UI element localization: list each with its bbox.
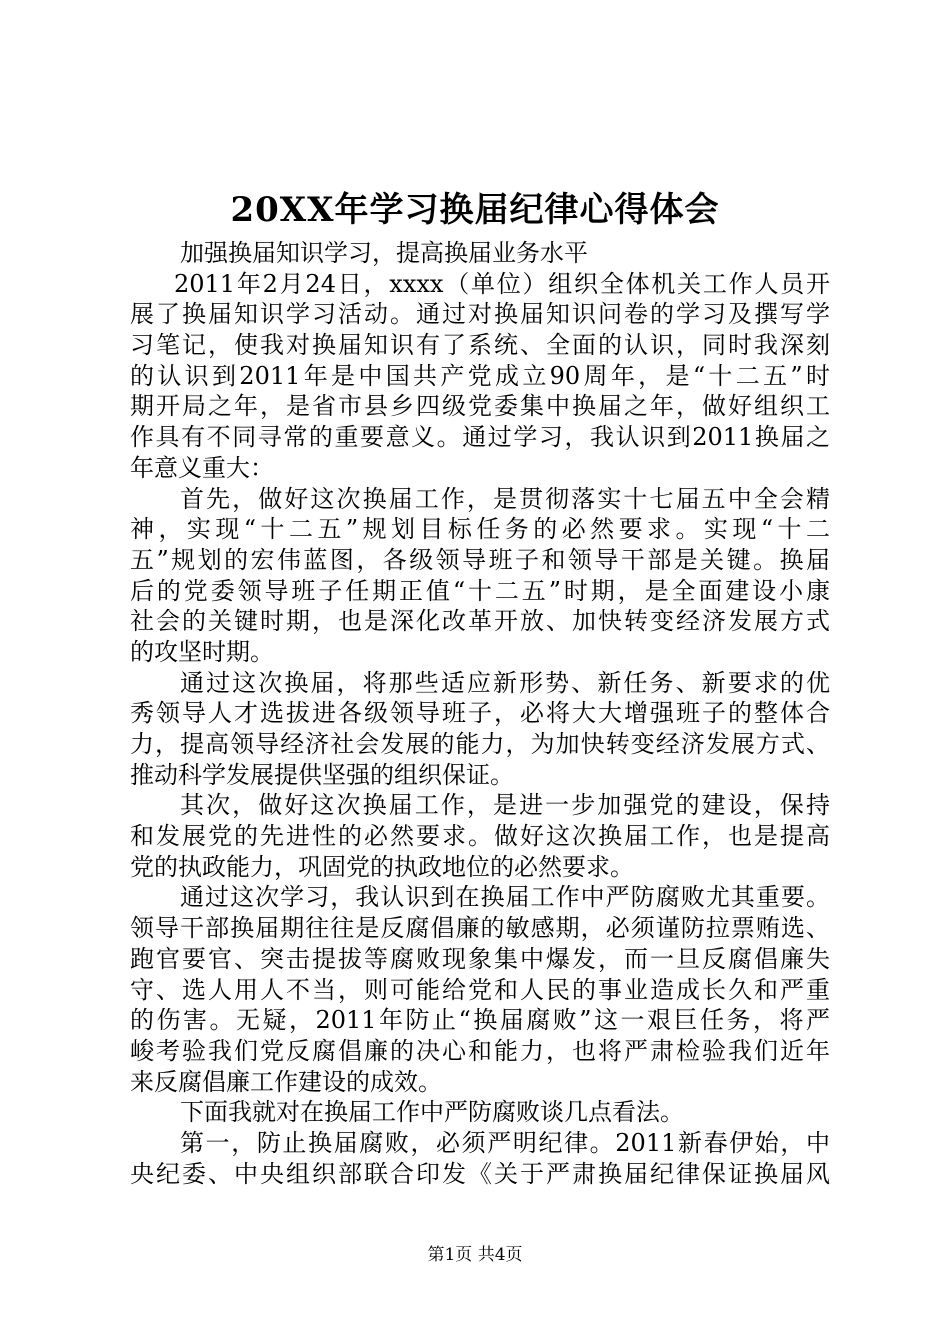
text-line: 后的党委领导班子任期正值“十二五”时期，是全面建设小康 [130,576,830,605]
text-line: 领导干部换届期往往是反腐倡廉的敏感期，必须谨防拉票贿选、 [130,914,830,943]
text-line: 央纪委、中央组织部联合印发《关于严肃换届纪律保证换届风 [130,1159,830,1188]
text-line: 其次，做好这次换届工作，是进一步加强党的建设，保持 [180,791,830,820]
text-line: 的攻坚时期。 [130,637,274,666]
text-line: 推动科学发展提供坚强的组织保证。 [130,760,514,789]
text-line: 作具有不同寻常的重要意义。通过学习，我认识到2011换届之 [130,423,830,452]
document-title: 20XX年学习换届纪律心得体会 [230,190,720,230]
text-line: 通过这次换届，将那些适应新形势、新任务、新要求的优 [180,668,830,697]
text-line: 习笔记，使我对换届知识有了系统、全面的认识，同时我深刻 [130,331,830,360]
text-line: 和发展党的先进性的必然要求。做好这次换届工作，也是提高 [130,822,830,851]
text-line: 展了换届知识学习活动。通过对换届知识问卷的学习及撰写学 [130,300,830,329]
text-line: 的认识到2011年是中国共产党成立90周年，是“十二五”时 [130,361,830,390]
text-line: 社会的关键时期，也是深化改革开放、加快转变经济发展方式 [130,607,830,636]
text-line: 首先，做好这次换届工作，是贯彻落实十七届五中全会精 [180,484,830,513]
text-line: 跑官要官、突击提拔等腐败现象集中爆发，而一旦反腐倡廉失 [130,944,830,973]
text-line: 下面我就对在换届工作中严防腐败谈几点看法。 [180,1098,684,1127]
text-line: 期开局之年，是省市县乡四级党委集中换届之年，做好组织工 [130,392,830,421]
text-line: 守、选人用人不当，则可能给党和人民的事业造成长久和严重 [130,975,830,1004]
text-line: 秀领导人才选拔进各级领导班子，必将大大增强班子的整体合 [130,699,830,728]
text-line: 加强换届知识学习，提高换届业务水平 [180,239,588,267]
text-line: 通过这次学习，我认识到在换届工作中严防腐败尤其重要。 [180,883,830,912]
document-body [130,238,830,1189]
text-line: 年意义重大： [130,453,274,482]
text-line: 的伤害。无疑，2011年防止“换届腐败”这一艰巨任务，将严 [130,1006,830,1035]
page-footer: 第1页 共4页 [427,1245,523,1265]
text-line: 来反腐倡廉工作建设的成效。 [130,1067,442,1096]
text-line: 党的执政能力，巩固党的执政地位的必然要求。 [130,852,634,881]
text-line: 神，实现“十二五”规划目标任务的必然要求。实现“十二 [130,515,830,544]
text-line: 2011年2月24日，xxxx（单位）组织全体机关工作人员开 [174,269,830,298]
text-line: 峻考验我们党反腐倡廉的决心和能力，也将严肃检验我们近年 [130,1036,830,1065]
text-line: 第一，防止换届腐败，必须严明纪律。2011新春伊始，中 [180,1128,830,1157]
text-line: 五”规划的宏伟蓝图，各级领导班子和领导干部是关键。换届 [130,545,830,574]
text-line: 力，提高领导经济社会发展的能力，为加快转变经济发展方式、 [130,730,830,758]
